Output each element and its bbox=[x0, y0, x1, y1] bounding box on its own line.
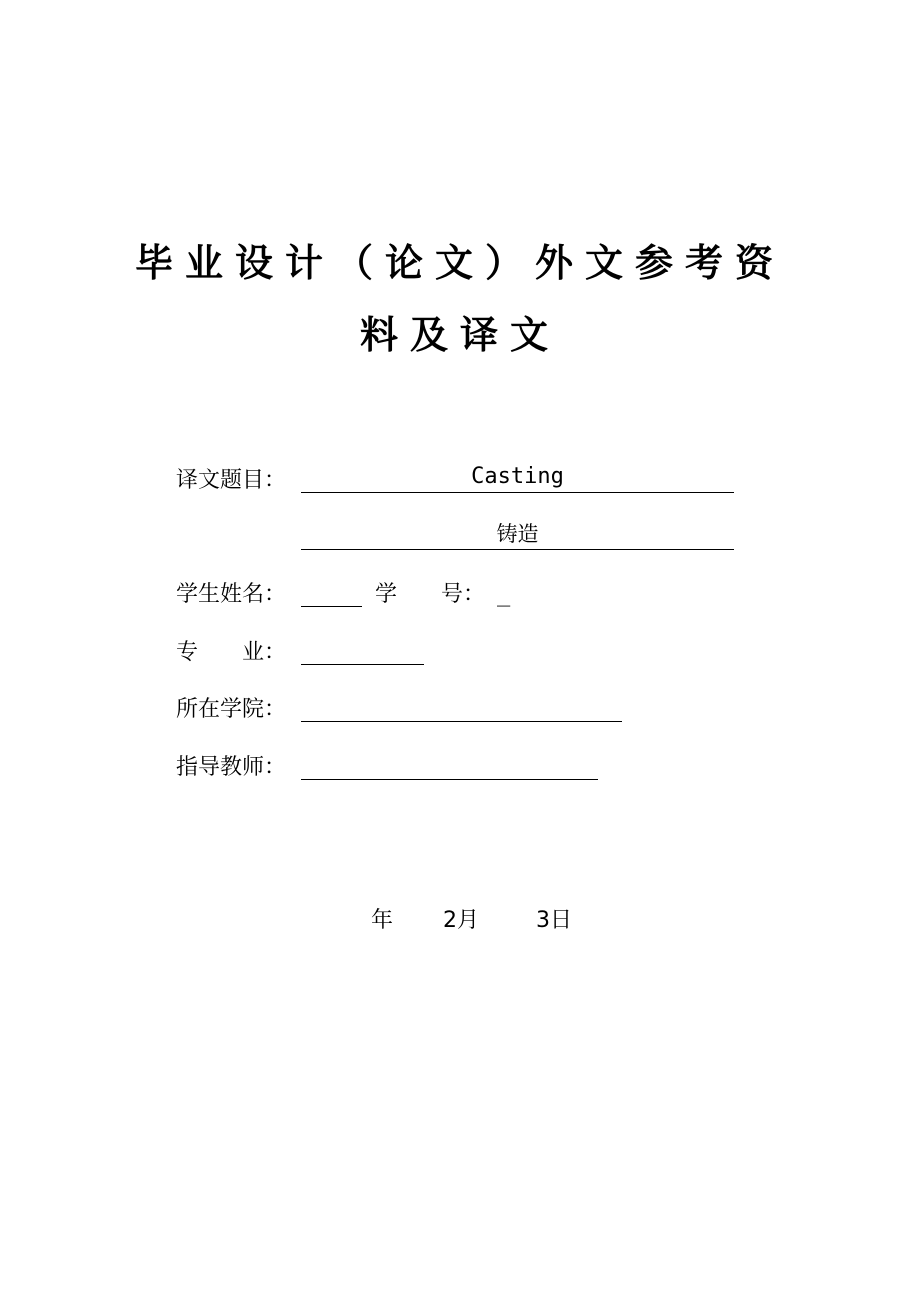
document-title-line-2: 料及译文 bbox=[359, 313, 560, 357]
student-name-label: 学生姓名： bbox=[176, 582, 287, 607]
advisor-label: 指导教师： bbox=[176, 755, 287, 780]
translation-title-english: Casting bbox=[301, 462, 734, 493]
date-year: 年 bbox=[371, 908, 394, 933]
student-number-value: _ bbox=[497, 582, 511, 607]
student-number-label: 学 号： bbox=[375, 582, 486, 607]
college-label: 所在学院： bbox=[176, 697, 287, 722]
college-value bbox=[301, 691, 622, 722]
date-month: 2月 bbox=[443, 908, 479, 933]
document-title-line-1: 毕业设计（论文）外文参考资 bbox=[134, 241, 785, 285]
advisor-value bbox=[301, 749, 598, 780]
student-name-value bbox=[301, 576, 362, 607]
translation-title-chinese: 铸造 bbox=[301, 519, 734, 550]
date-day: 3日 bbox=[536, 908, 572, 933]
major-value bbox=[301, 634, 424, 665]
translation-title-label: 译文题目： bbox=[176, 468, 287, 493]
major-label: 专 业： bbox=[176, 640, 287, 665]
